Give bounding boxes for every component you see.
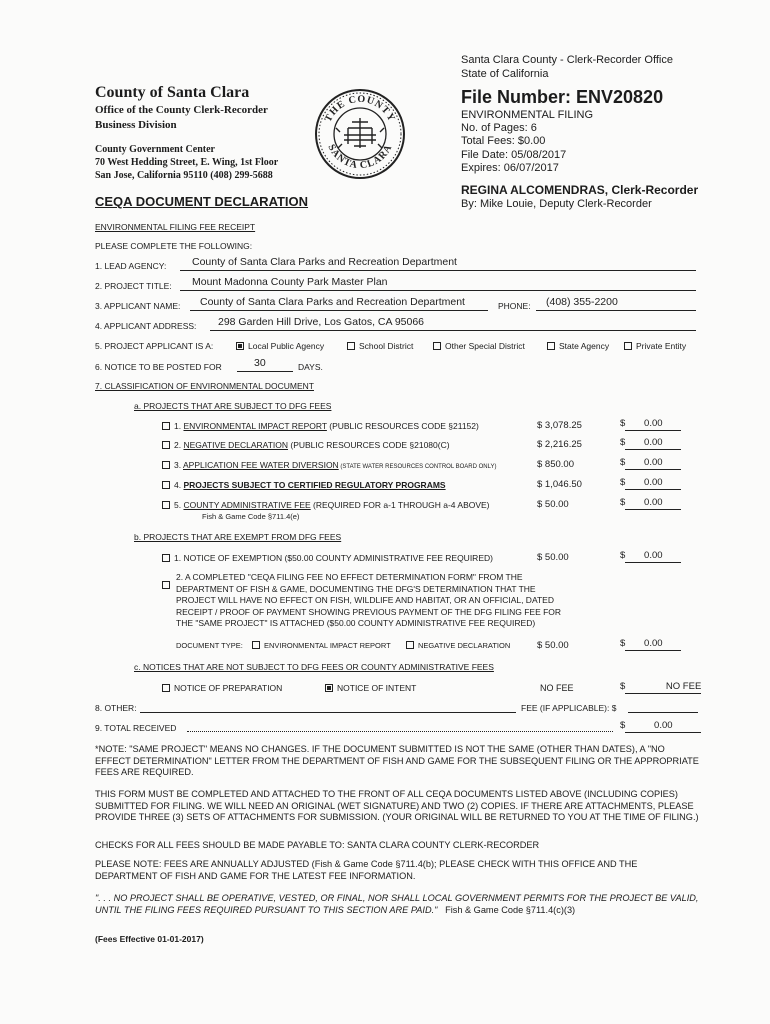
page-count: No. of Pages: 6 (461, 122, 537, 134)
classification-heading: 7. CLASSIFICATION OF ENVIRONMENTAL DOCUMENT (95, 381, 314, 391)
doc-type-nd[interactable]: NEGATIVE DECLARATION (406, 641, 510, 650)
applicant-type-state[interactable]: State Agency (547, 341, 609, 351)
notice-days-value: 30 (254, 357, 266, 369)
applicant-type-special[interactable]: Other Special District (433, 341, 525, 351)
a-item-neg-dec-amount: $ 2,216.25 (537, 439, 582, 450)
a-item-eir-amount: $ 3,078.25 (537, 420, 582, 431)
checkbox-state-agency[interactable] (547, 342, 555, 350)
address-line-2: 70 West Hedding Street, E. Wing, 1st Floor (95, 157, 279, 168)
checkbox-notice-preparation[interactable] (162, 684, 170, 692)
project-title-value: Mount Madonna County Park Master Plan (192, 276, 388, 288)
phone-value: (408) 355-2200 (546, 296, 618, 308)
applicant-type-school[interactable]: School District (347, 341, 413, 351)
b-item-exemption[interactable]: 1. NOTICE OF EXEMPTION ($50.00 COUNTY ADMINISTRATIVE FEE REQUIRED) (162, 553, 493, 563)
a-item-certified-amount: $ 1,046.50 (537, 479, 582, 490)
a-item-neg-dec-fee: $ 0.00 (620, 437, 681, 450)
checkbox-water-diversion[interactable] (162, 461, 170, 469)
checkbox-notice-intent[interactable] (325, 684, 333, 692)
seal-bottom-text: SANTA CLARA (325, 142, 395, 172)
a-item-certified[interactable]: 4. PROJECTS SUBJECT TO CERTIFIED REGULATORY PROGRAMS (162, 480, 446, 490)
fees-effective: (Fees Effective 01-01-2017) (95, 934, 204, 944)
lead-agency-label: 1. LEAD AGENCY: (95, 261, 167, 271)
file-date: File Date: 05/08/2017 (461, 149, 567, 161)
a-item-eir-fee: $ 0.00 (620, 418, 681, 431)
doc-type-eir[interactable]: ENVIRONMENTAL IMPACT REPORT (252, 641, 391, 650)
a-item-water[interactable]: 3. APPLICATION FEE WATER DIVERSION (STATE WATER RESOURCES CONTROL BOARD ONLY) (162, 460, 497, 470)
same-project-note: *NOTE: "SAME PROJECT" MEANS NO CHANGES. IF THE DOCUMENT SUBMITTED IS NOT THE SAME (OTHER THAN DATES), A "NO EFFECT DETERMINATION" LETTER FROM THE DEPARTMENT OF FISH AND GAME FOR THE SUBSEQUENT FILING OR THE APPROPRIATE FEES ARE REQUIRED. (95, 744, 699, 777)
c-amount: NO FEE (540, 683, 574, 693)
applicant-name-label: 3. APPLICANT NAME: (95, 301, 181, 311)
section-a-heading: a. PROJECTS THAT ARE SUBJECT TO DFG FEES (134, 401, 332, 411)
b-item-no-effect-fee: $ 0.00 (620, 638, 681, 651)
applicant-type-local[interactable]: Local Public Agency (236, 341, 324, 351)
total-received-label: 9. TOTAL RECEIVED (95, 723, 177, 733)
checkbox-private-entity[interactable] (624, 342, 632, 350)
a-item-water-amount: $ 850.00 (537, 459, 574, 470)
lead-agency-value: County of Santa Clara Parks and Recreation Department (192, 256, 457, 268)
checkbox-certified-programs[interactable] (162, 481, 170, 489)
checkbox-school-district[interactable] (347, 342, 355, 350)
other-fee-line (628, 712, 698, 713)
applicant-name-value: County of Santa Clara Parks and Recreation Department (200, 296, 465, 308)
applicant-address-value: 298 Garden Hill Drive, Los Gatos, CA 95066 (218, 316, 425, 328)
a-item-admin-code: Fish & Game Code §711.4(e) (202, 512, 300, 521)
checkbox-negative-declaration[interactable] (162, 441, 170, 449)
checks-payable: CHECKS FOR ALL FEES SHOULD BE MADE PAYABLE TO: SANTA CLARA COUNTY CLERK-RECORDER (95, 840, 540, 850)
days-label: DAYS. (298, 362, 323, 372)
fee-adjust-note: PLEASE NOTE: FEES ARE ANNUALLY ADJUSTED (Fish & Game Code §711.4(b); PLEASE CHECK WITH THIS OFFICE AND THE DEPARTMENT OF FISH AND GAME FOR THE LATEST FEE INFORMATION. (95, 859, 638, 881)
checkbox-doc-type-eir[interactable] (252, 641, 260, 649)
checkbox-doc-type-nd[interactable] (406, 641, 414, 649)
division-name: Business Division (95, 119, 177, 131)
stamp-office-line-1: Santa Clara County - Clerk-Recorder Office (461, 54, 673, 66)
other-fee-label: FEE (IF APPLICABLE): $ (521, 703, 617, 713)
applicant-address-line (210, 330, 696, 331)
section-b-heading: b. PROJECTS THAT ARE EXEMPT FROM DFG FEES (134, 532, 342, 542)
a-item-neg-dec[interactable]: 2. NEGATIVE DECLARATION (PUBLIC RESOURCES CODE §21080(C) (162, 440, 450, 450)
c-fee: $ NO FEE (620, 681, 702, 692)
checkbox-notice-exemption[interactable] (162, 554, 170, 562)
notice-posted-label: 6. NOTICE TO BE POSTED FOR (95, 362, 222, 372)
filing-type: ENVIRONMENTAL FILING (461, 109, 594, 121)
b-item-exemption-fee: $ 0.00 (620, 550, 681, 563)
file-number: File Number: ENV20820 (461, 87, 664, 107)
a-item-admin-amount: $ 50.00 (537, 499, 569, 510)
b-item-no-effect: 2. A COMPLETED "CEQA FILING FEE NO EFFECT DETERMINATION FORM" FROM THE DEPARTMENT OF FISH & GAME, DOCUMENTING THE DFG'S DETERMINATION THAT THE PROJECT WILL HAVE NO EFFECT ON FISH, WILDLIFE AND HABITAT, OR AN OFFICIAL, DATED RECEIPT / PROOF OF PAYMENT SHOWING PREVIOUS PAYMENT OF THE DFG FILING FEE FOR THE "SAME PROJECT" IS ATTACHED ($50.00 COUNTY ADMINISTRATIVE FEE REQUIRED) (176, 572, 562, 629)
a-item-water-fee: $ 0.00 (620, 457, 681, 470)
seal-top-text: THE COUNTY (322, 93, 398, 124)
validity-quote: ". . . NO PROJECT SHALL BE OPERATIVE, VESTED, OR FINAL, NOR SHALL LOCAL GOVERNMENT PERMITS FOR THE PROJECT BE VALID, UNTIL THE FILING FEES REQUIRED PURSUANT TO THIS SECTION ARE PAID." Fish & Game Code §711.4(c)(3) (95, 893, 699, 915)
submission-instructions: THIS FORM MUST BE COMPLETED AND ATTACHED TO THE FRONT OF ALL CEQA DOCUMENTS LISTED ABOVE (INCLUDING COPIES) SUBMITTED FOR FILING. WE WILL NEED AN ORIGINAL (WET SIGNATURE) AND TWO (2) COPIES. IF THERE ARE ATTACHMENTS, PLEASE PROVIDE THREE (3) SETS OF ATTACHMENTS FOR SUBMISSION. (YOUR ORIGINAL WILL BE RETURNED TO YOU AT THE TIME OF FILING.) (95, 789, 699, 822)
checkbox-eir[interactable] (162, 422, 170, 430)
county-name: County of Santa Clara (95, 84, 250, 101)
phone-line (536, 310, 696, 311)
lead-agency-line (180, 270, 696, 271)
a-item-admin[interactable]: 5. COUNTY ADMINISTRATIVE FEE (REQUIRED FOR a-1 THROUGH a-4 ABOVE) (162, 500, 490, 510)
checkbox-special-district[interactable] (433, 342, 441, 350)
project-title-line (180, 290, 696, 291)
office-name: Office of the County Clerk-Recorder (95, 104, 268, 116)
c-item-intent[interactable]: NOTICE OF INTENT (325, 683, 416, 693)
doc-type-label: DOCUMENT TYPE: (176, 641, 243, 650)
b-item-no-effect-amount: $ 50.00 (537, 640, 569, 651)
applicant-type-private[interactable]: Private Entity (624, 341, 686, 351)
checkbox-local-agency[interactable] (236, 342, 244, 350)
a-item-admin-fee: $ 0.00 (620, 497, 681, 510)
complete-instruction: PLEASE COMPLETE THE FOLLOWING: (95, 241, 253, 251)
clerk-recorder: REGINA ALCOMENDRAS, Clerk-Recorder (461, 183, 699, 197)
phone-label: PHONE: (498, 301, 531, 311)
applicant-address-label: 4. APPLICANT ADDRESS: (95, 321, 197, 331)
c-item-preparation[interactable]: NOTICE OF PREPARATION (162, 683, 282, 693)
other-label: 8. OTHER: (95, 703, 137, 713)
checkbox-admin-fee[interactable] (162, 501, 170, 509)
applicant-type-label: 5. PROJECT APPLICANT IS A: (95, 341, 214, 351)
b-item-exemption-amount: $ 50.00 (537, 552, 569, 563)
checkbox-no-effect[interactable] (162, 581, 170, 589)
document-title: CEQA DOCUMENT DECLARATION (95, 194, 309, 209)
address-line-1: County Government Center (95, 144, 215, 155)
address-line-3: San Jose, California 95110 (408) 299-5688 (95, 170, 273, 181)
deputy-clerk: By: Mike Louie, Deputy Clerk-Recorder (461, 198, 652, 210)
a-item-eir[interactable]: 1. ENVIRONMENTAL IMPACT REPORT (PUBLIC RESOURCES CODE §21152) (162, 421, 479, 431)
other-line (140, 712, 516, 713)
county-seal-icon (314, 88, 406, 180)
project-title-label: 2. PROJECT TITLE: (95, 281, 172, 291)
applicant-name-line (190, 310, 488, 311)
receipt-heading: ENVIRONMENTAL FILING FEE RECEIPT (95, 222, 256, 232)
total-received-fee: $ 0.00 (620, 720, 701, 733)
notice-days-line (237, 371, 293, 372)
stamp-office-line-2: State of California (461, 68, 549, 80)
total-dots (187, 731, 613, 732)
total-fees-stamp: Total Fees: $0.00 (461, 135, 546, 147)
expires-date: Expires: 06/07/2017 (461, 162, 559, 174)
a-item-certified-fee: $ 0.00 (620, 477, 681, 490)
section-c-heading: c. NOTICES THAT ARE NOT SUBJECT TO DFG FEES OR COUNTY ADMINISTRATIVE FEES (134, 662, 494, 672)
